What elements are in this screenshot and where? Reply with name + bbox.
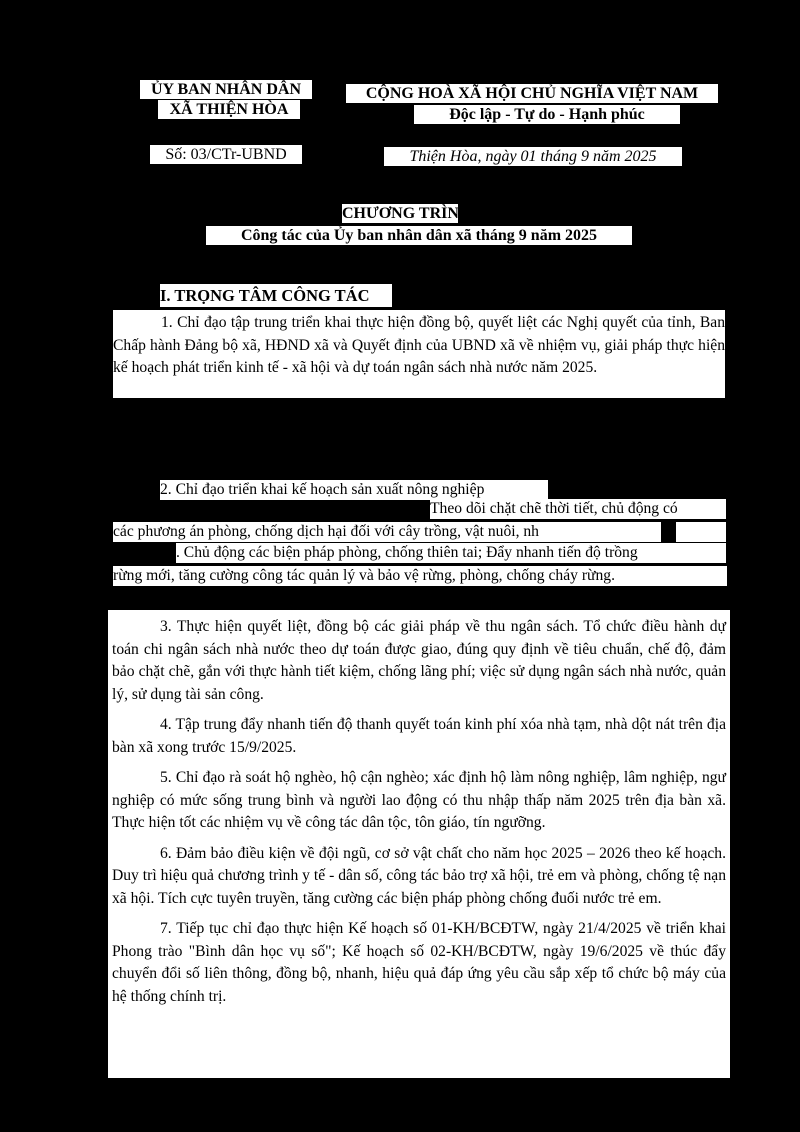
paragraph-2-line2: Theo dõi chặt chẽ thời tiết, chủ động có — [430, 499, 726, 519]
paragraph-3: 3. Thực hiện quyết liệt, đồng bộ các giải pháp về thu ngân sách. Tổ chức điều hành dự toán chi ngân sách nhà nước theo dự toán được giao, đúng quy định về tiêu chuẩn, chế độ, đảm bảo chặt chẽ, gắn với thực hành tiết kiệm, chống lãng phí; việc sử dụng ngân sách nhà nước, quản lý, sử dụng tài sản công. — [112, 618, 726, 703]
paragraph-2-line3-tail — [676, 522, 726, 542]
agency-underline — [190, 124, 270, 125]
lower-content-block — [108, 610, 730, 1078]
paragraph-2-line1: 2. Chỉ đạo triển khai kế hoạch sản xuất nông nghiệp — [160, 480, 548, 500]
paragraph-2-line5: rừng mới, tăng cường công tác quản lý và bảo vệ rừng, phòng, chống cháy rừng. — [113, 566, 727, 586]
place-and-date: Thiện Hòa, ngày 01 tháng 9 năm 2025 — [384, 147, 682, 166]
paragraph-1-block — [113, 310, 725, 398]
motto-underline — [430, 128, 664, 129]
paragraph-5: 5. Chỉ đạo rà soát hộ nghèo, hộ cận nghèo; xác định hộ làm nông nghiệp, lâm nghiệp, ngư nghiệp có mức sống trung bình và người lao động có thu nhập thấp năm 2025 trên địa bàn xã. Thực hiện tốt các nhiệm vụ về công tác dân tộc, tôn giáo, tín ngưỡng. — [112, 769, 726, 831]
paragraph-2-line4: . Chủ động các biện pháp phòng, chống thiên tai; Đẩy nhanh tiến độ trồng — [176, 543, 726, 563]
agency-name-line2: XÃ THIỆN HÒA — [158, 100, 300, 119]
paragraph-7: 7. Tiếp tục chỉ đạo thực hiện Kế hoạch số 01-KH/BCĐTW, ngày 21/4/2025 về triển khai Phong trào "Bình dân học vụ số"; Kế hoạch số 02-KH/BCĐTW, ngày 19/6/2025 về thúc đẩy chuyển đổi số liên thông, đồng bộ, nhanh, hiệu quả đáp ứng yêu cầu sắp xếp tổ chức bộ máy của hệ thống chính trị. — [112, 920, 726, 1005]
paragraph-1: 1. Chỉ đạo tập trung triển khai thực hiện đồng bộ, quyết liệt các Nghị quyết của tỉnh, Ban Chấp hành Đảng bộ xã, HĐND xã và Quyết định của UBND xã về nhiệm vụ, giải pháp thực hiện kế hoạch phát triển kinh tế - xã hội và dự toán ngân sách nhà nước năm 2025. — [113, 314, 725, 376]
agency-name-line1: ỦY BAN NHÂN DÂN — [140, 80, 312, 99]
national-title: CỘNG HOÀ XÃ HỘI CHỦ NGHĨA VIỆT NAM — [346, 84, 718, 103]
document-title: CHƯƠNG TRÌNH — [342, 205, 472, 222]
paragraph-6: 6. Đảm bảo điều kiện về đội ngũ, cơ sở vật chất cho năm học 2025 – 2026 theo kế hoạch. Duy trì hiệu quả chương trình y tế - dân số, công tác bảo trợ xã hội, trẻ em và phòng, chống tệ nạn xã hội. Tích cực tuyên truyền, tăng cường các biện pháp phòng chống đuối nước trẻ em. — [112, 844, 726, 907]
document-subtitle: Công tác của Ủy ban nhân dân xã tháng 9 năm 2025 — [206, 226, 632, 245]
national-motto: Độc lập - Tự do - Hạnh phúc — [414, 105, 680, 124]
paragraph-2-line3: các phương án phòng, chống dịch hại đối với cây trồng, vật nuôi, nh — [113, 522, 661, 542]
paragraph-4: 4. Tập trung đẩy nhanh tiến độ thanh quyết toán kinh phí xóa nhà tạm, nhà dột nát trên địa bàn xã xong trước 15/9/2025. — [112, 716, 726, 756]
section-heading: I. TRỌNG TÂM CÔNG TÁC — [160, 284, 392, 307]
document-number: Số: 03/CTr-UBND — [150, 145, 302, 164]
